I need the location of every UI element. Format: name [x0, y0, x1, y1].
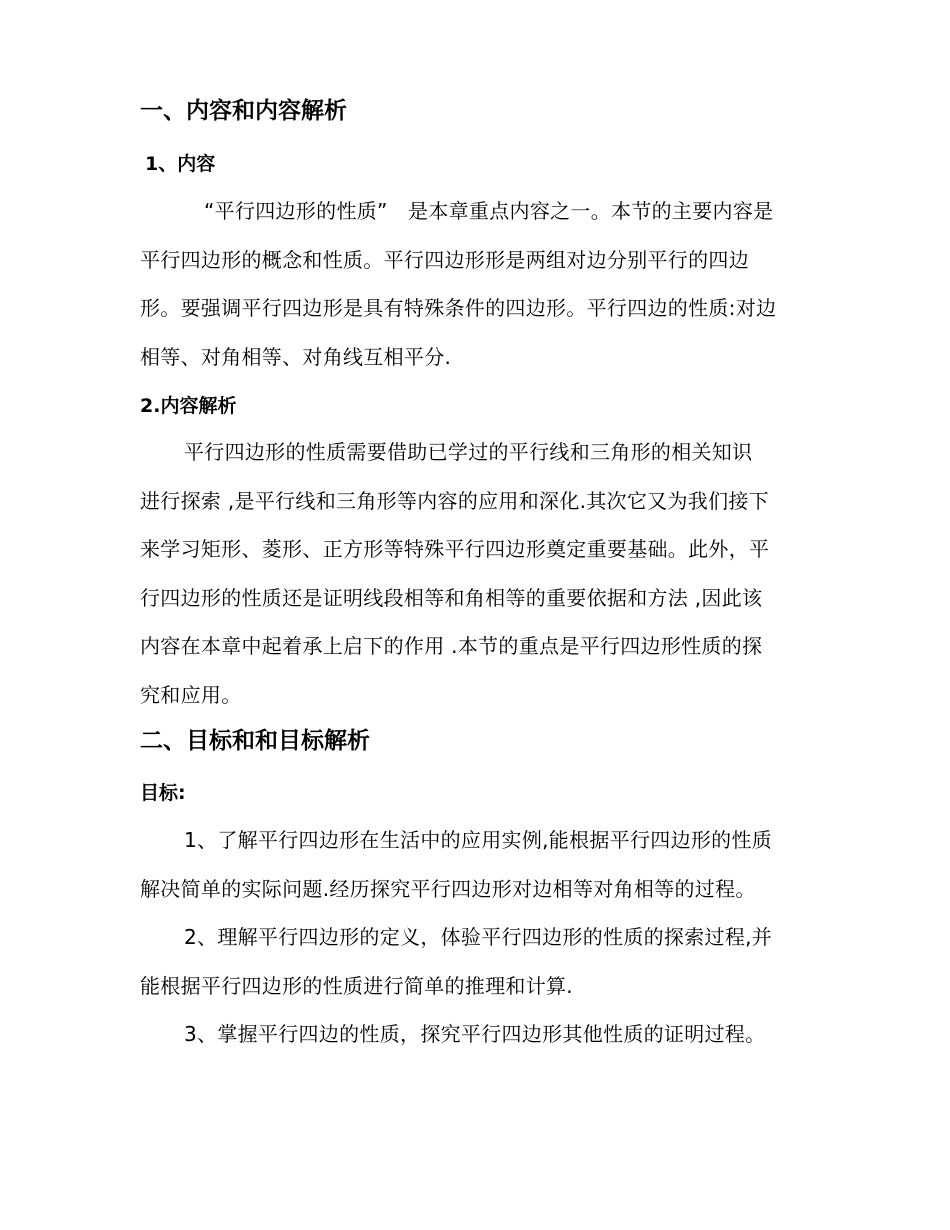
paragraph-line: 内容在本章中起着承上启下的作用 .本节的重点是平行四边形性质的探 — [140, 634, 763, 658]
goal-label: 目标: — [140, 782, 186, 804]
paragraph-line: 平行四边形的概念和性质。平行四边形形是两组对边分别平行的四边 — [140, 247, 749, 272]
paragraph-line: 2、理解平行四边形的定义，体验平行四边形的性质的探索过程,并 — [184, 925, 773, 949]
goal-1-paragraph — [140, 816, 820, 913]
paragraph-line: 行四边形的性质还是证明线段相等和角相等的重要依据和方法 ,因此该 — [140, 585, 763, 610]
section-1-heading: 一、内容和内容解析 — [140, 98, 347, 124]
paragraph-line: 进行探索 ,是平行线和三角形等内容的应用和深化.其次它又为我们接下 — [140, 488, 769, 513]
subsection-content-heading: 1、内容 — [145, 153, 216, 175]
paragraph-line: 1、了解平行四边形在生活中的应用实例,能根据平行四边形的性质 — [184, 828, 773, 852]
paragraph-line: 形。要强调平行四边形是具有特殊条件的四边形。平行四边的性质:对边 — [140, 296, 777, 320]
paragraph-line: 来学习矩形、菱形、正方形等特殊平行四边形奠定重要基础。此外，平 — [140, 537, 770, 561]
paragraph-line: 能根据平行四边形的性质进行简单的推理和计算. — [140, 973, 573, 998]
paragraph-line: 解决简单的实际问题.经历探究平行四边形对边相等对角相等的过程。 — [140, 876, 756, 901]
paragraph-line: 究和应用。 — [140, 682, 242, 707]
goal-3-paragraph — [140, 1010, 820, 1059]
paragraph-line: “平行四边形的性质” 是本章重点内容之一。本节的主要内容是 — [204, 199, 774, 223]
content-paragraph — [140, 187, 820, 381]
section-2-heading: 二、目标和和目标解析 — [140, 728, 370, 754]
analysis-paragraph — [140, 428, 820, 719]
goal-2-paragraph — [140, 913, 820, 1010]
paragraph-line: 3、掌握平行四边的性质，探究平行四边形其他性质的证明过程。 — [184, 1022, 766, 1046]
subsection-analysis-heading: 2.内容解析 — [140, 395, 237, 417]
paragraph-line: 相等、对角相等、对角线互相平分. — [140, 344, 452, 369]
paragraph-line: 平行四边形的性质需要借助已学过的平行线和三角形的相关知识 — [184, 440, 753, 464]
